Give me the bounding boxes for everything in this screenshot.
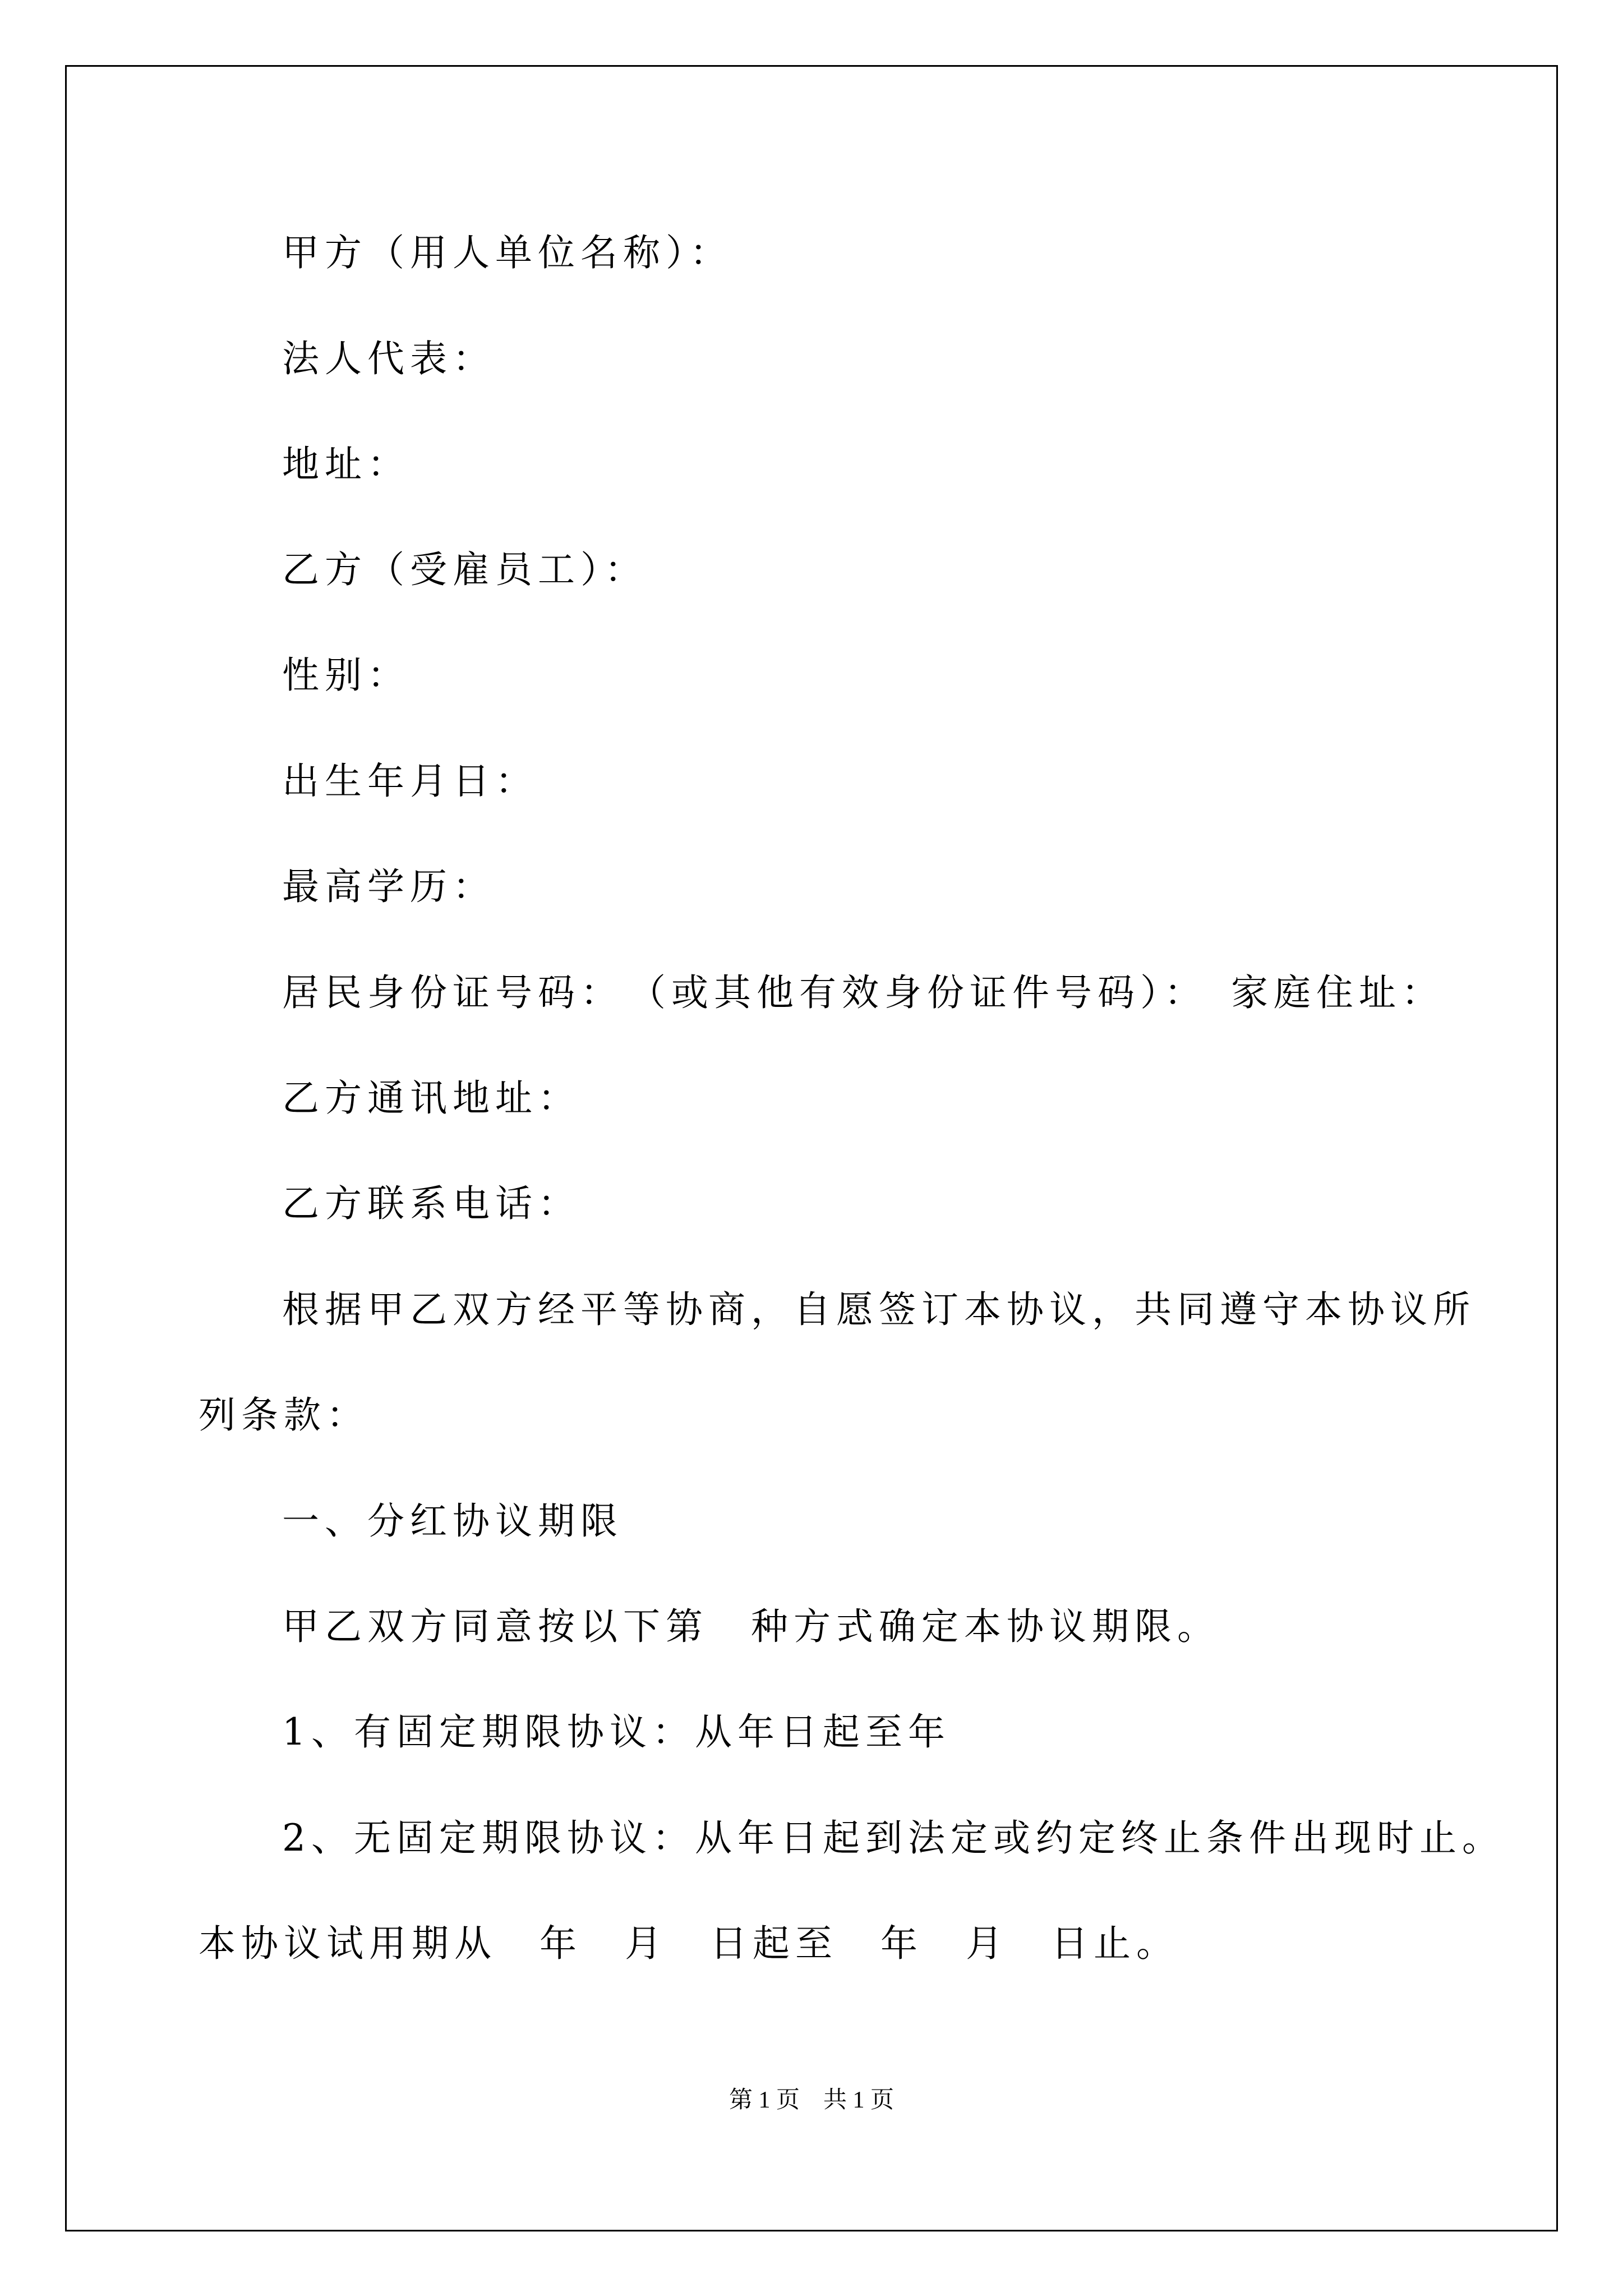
- birth-date-line: 出生年月日：: [282, 760, 538, 803]
- party-b-phone-line: 乙方联系电话：: [282, 1182, 580, 1225]
- party-b-line: 乙方（受雇员工）：: [282, 548, 647, 591]
- fixed-term-clause: 1、有固定期限协议：从年日起至年: [282, 1710, 951, 1754]
- preamble-line: 根据甲乙双方经平等协商，自愿签订本协议，共同遵守本协议所: [282, 1288, 1476, 1331]
- section-heading: 一、分红协议期限: [282, 1499, 623, 1543]
- preamble-line-continued: 列条款：: [199, 1393, 369, 1437]
- agreement-term-line: 甲乙双方同意按以下第 种方式确定本协议期限。: [282, 1605, 1220, 1648]
- probation-clause: 本协议试用期从 年 月 日起至 年 月 日止。: [199, 1922, 1179, 1965]
- address-line: 地址：: [282, 443, 410, 486]
- gender-line: 性别：: [282, 654, 410, 697]
- id-number-line: 居民身份证号码： （或其他有效身份证件号码）： 家庭住址：: [282, 971, 1444, 1014]
- open-term-clause: 2、无固定期限协议：从年日起到法定或约定终止条件出现时止。: [282, 1816, 1505, 1860]
- party-a-name-line: 甲方（用人单位名称）：: [282, 231, 732, 274]
- party-b-address-line: 乙方通讯地址：: [282, 1076, 580, 1120]
- page-number-footer: 第 1 页 共 1 页: [728, 2087, 894, 2113]
- education-line: 最高学历：: [282, 865, 495, 908]
- page-border: [65, 65, 1558, 2231]
- legal-representative-line: 法人代表：: [282, 337, 495, 380]
